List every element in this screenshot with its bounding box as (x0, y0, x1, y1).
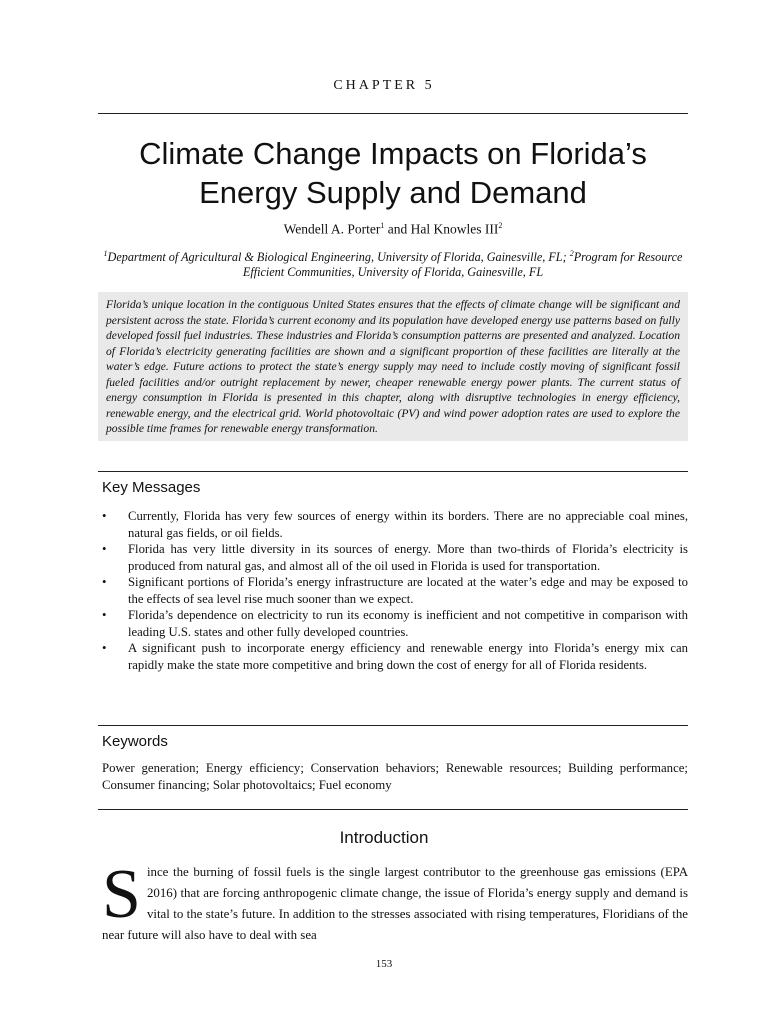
author-superscript: 1 (380, 221, 385, 230)
list-item (102, 508, 688, 541)
author-name: Hal Knowles III (410, 221, 499, 237)
list-item-text: A significant push to incorporate energy efficiency and renewable energy into Florida’s energy mix can rapidly make the state more competitive and bring down the cost of energy for all of Florida residents. (128, 641, 688, 672)
key-messages-list (102, 508, 688, 673)
affiliations (98, 246, 688, 280)
keywords-text: Power generation; Energy efficiency; Conservation behaviors; Renewable resources; Building performance; Consumer financing; Solar photovoltaics; Fuel economy (102, 761, 688, 792)
list-item-text: Florida has very little diversity in its sources of energy. More than two-thirds of Florida’s electricity is produced from natural gas, and almost all of the oil used in Florida is used for transportation. (128, 542, 688, 573)
affiliation-text: Department of Agricultural & Biological Engineering, University of Florida, Gainesville, FL; (107, 250, 570, 265)
affiliation-superscript: 1 (103, 249, 108, 258)
bullet-icon: • (102, 641, 107, 655)
chapter-title (98, 134, 688, 212)
title-line: Climate Change Impacts on Florida’s (139, 136, 647, 171)
author-superscript: 2 (498, 221, 503, 230)
paragraph-text: ince the burning of fossil fuels is the single largest contributor to the greenhouse gas emissions (EPA 2016) that are forcing anthropogenic climate change, the issue of Florida’s energy supply and demand is vital to the state’s future. In addition to the stresses associated with rising temperatures, Floridians of the near future will also have to deal with sea (102, 865, 688, 942)
list-item-text: Significant portions of Florida’s energy infrastructure are located at the water’s edge and may be exposed to the effects of sea level rise much sooner than we expect. (128, 575, 688, 606)
introduction-paragraph (102, 856, 688, 946)
affiliation-text: Program for Resource Efficient Communities, University of Florida, Gainesville, FL (242, 250, 683, 280)
bullet-icon: • (102, 575, 107, 589)
abstract-box: Florida’s unique location in the contiguous United States ensures that the effects of climate change will be significant and persistent across the state. Florida’s current economy and its population have developed energy use patterns based on fully developed fossil fuel industries. These industries and Florida’s consumption patterns are presented and analyzed. Location of Florida’s electricity generating facilities are shown and a significant proportion of these facilities are literally at the water’s edge. Future actions to protect the state’s energy supply may need to include costly moving of significant fossil fueled facilities and/or outright replacement by newer, cheaper renewable energy power plants. The current status of energy consumption in Florida is presented in this chapter, along with disruptive technologies in energy efficiency, renewable energy, and the electrical grid. World photovoltaic (PV) and wind power adoption rates are used to explore the possible time frames for renewable energy transformation. (98, 292, 688, 441)
authors (98, 221, 688, 238)
author-name: Wendell A. Porter (283, 221, 381, 237)
list-item (102, 640, 688, 673)
bullet-icon: • (102, 542, 107, 556)
list-item-text: Currently, Florida has very few sources of energy within its borders. There are no appreciable coal mines, natural gas fields, or oil fields. (128, 509, 688, 540)
list-item-text: Florida’s dependence on electricity to run its economy is inefficient and not competitive in comparison with leading U.S. states and other fully developed countries. (128, 608, 688, 639)
title-line: Energy Supply and Demand (199, 175, 587, 210)
introduction-heading: Introduction (339, 828, 429, 847)
list-item (102, 574, 688, 607)
chapter-label: CHAPTER 5 (333, 78, 435, 93)
divider (98, 725, 688, 726)
keywords-heading: Keywords (102, 733, 168, 750)
divider (98, 809, 688, 810)
author-connector: and (384, 221, 411, 237)
key-messages-heading: Key Messages (102, 479, 201, 496)
page-number: 153 (375, 958, 393, 970)
divider (98, 113, 688, 114)
drop-cap: S (102, 856, 141, 933)
bullet-icon: • (102, 509, 107, 523)
list-item (102, 607, 688, 640)
affiliation-superscript: 2 (569, 249, 574, 258)
divider (98, 471, 688, 472)
bullet-icon: • (102, 608, 107, 622)
list-item (102, 541, 688, 574)
